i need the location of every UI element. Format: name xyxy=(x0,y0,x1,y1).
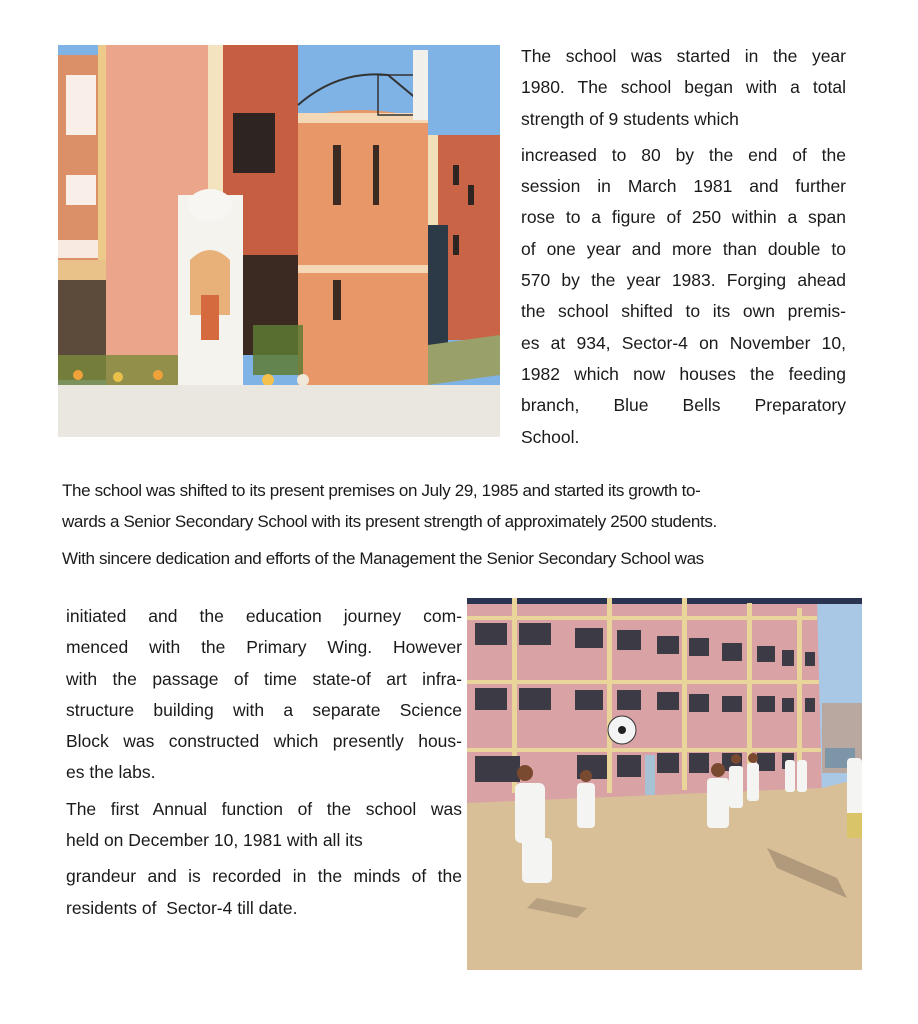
text-line: structure building with a separate Science xyxy=(66,699,462,720)
text-line: With sincere dedication and efforts of the Management the Senior Secondary School was xyxy=(62,548,704,568)
text-line: rose to a figure of 250 within a span xyxy=(521,207,846,228)
intro-text-block xyxy=(521,41,846,453)
text-line: es the labs. xyxy=(66,762,156,783)
text-line: the school shifted to its own premis- xyxy=(521,301,846,322)
paragraph-growth xyxy=(521,140,846,453)
school-building-photo xyxy=(58,45,500,437)
paragraph-annual-function xyxy=(66,794,462,857)
text-line: School. xyxy=(521,426,580,447)
text-line: wards a Senior Secondary School with its present strength of approximately 2500 students. xyxy=(62,512,717,532)
text-line: 570 by the year 1983. Forging ahead xyxy=(521,270,846,291)
football-photo xyxy=(467,598,862,970)
text-line: menced with the Primary Wing. However xyxy=(66,637,462,658)
text-line: 1980. The school began with a total xyxy=(521,77,846,98)
text-line: residents of Sector-4 till date. xyxy=(66,897,298,918)
text-line: initiated and the education journey com- xyxy=(66,606,462,626)
paragraph-relocation xyxy=(62,475,862,538)
text-line: The school was shifted to its present premises on July 29, 1985 and started its growth to- xyxy=(62,481,701,500)
text-line: session in March 1981 and further xyxy=(521,176,846,197)
paragraph-dedication xyxy=(62,543,862,574)
text-line: with the passage of time state-of art infra- xyxy=(66,668,462,689)
text-line: Block was constructed which presently hous- xyxy=(66,731,462,752)
text-line: The first Annual function of the school was xyxy=(66,798,462,819)
text-line: grandeur and is recorded in the minds of the xyxy=(66,866,462,887)
text-line: 1982 which now houses the feeding xyxy=(521,363,846,384)
text-line: branch, Blue Bells Preparatory xyxy=(521,395,846,416)
text-line: The school was started in the year xyxy=(521,46,846,66)
paragraph-founding xyxy=(521,41,846,135)
paragraph-expansion xyxy=(66,601,462,789)
text-line: strength of 9 students which xyxy=(521,108,739,129)
history-text-block xyxy=(66,601,462,924)
text-line: held on December 10, 1981 with all its xyxy=(66,830,363,851)
text-line: es at 934, Sector-4 on November 10, xyxy=(521,332,846,353)
paragraph-grandeur xyxy=(66,861,462,924)
text-line: increased to 80 by the end of the xyxy=(521,144,846,165)
relocation-text-block xyxy=(62,475,862,574)
text-line: of one year and more than double to xyxy=(521,238,846,259)
